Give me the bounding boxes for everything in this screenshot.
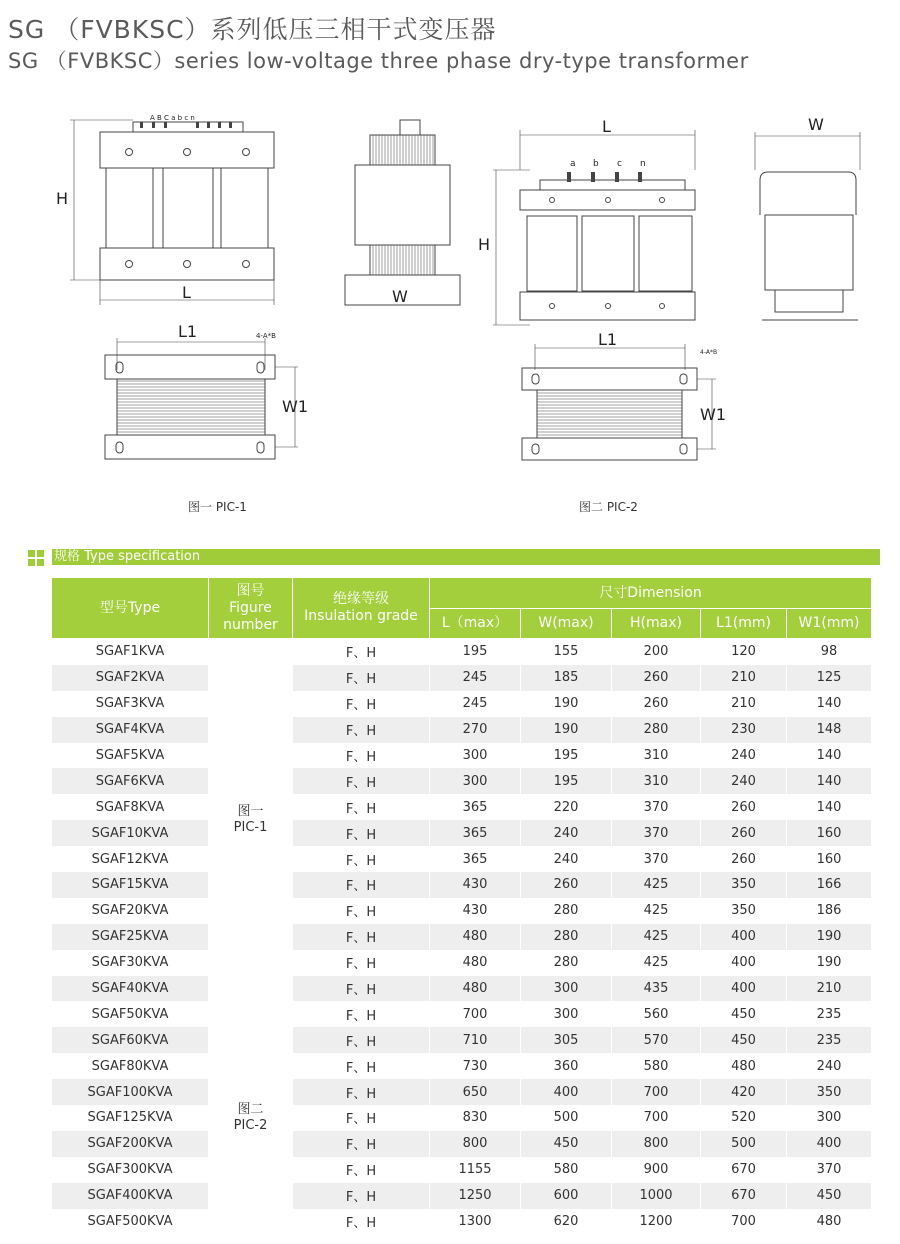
cell-w1: 240	[787, 1053, 872, 1079]
fig2-h-label: H	[478, 235, 491, 254]
cell-grade: F、H	[293, 1027, 430, 1053]
cell-l1: 230	[701, 717, 787, 743]
cell-w1: 235	[787, 1001, 872, 1027]
cell-type: SGAF20KVA	[52, 898, 209, 924]
section-title: 规格 Type specification	[54, 549, 201, 564]
page-title-en: SG （FVBKSC）series low-voltage three phase dry-type transformer	[8, 49, 749, 73]
header-l: L（max）	[430, 609, 521, 639]
cell-l: 300	[430, 768, 521, 794]
cell-type: SGAF80KVA	[52, 1053, 209, 1079]
cell-l1: 670	[701, 1157, 787, 1183]
cell-w1: 190	[787, 950, 872, 976]
cell-h: 200	[612, 639, 701, 665]
cell-h: 1000	[612, 1183, 701, 1209]
fig1-w1-label: W1	[282, 397, 308, 416]
cell-w1: 400	[787, 1131, 872, 1157]
cell-w: 600	[521, 1183, 612, 1209]
fig2-side-view	[755, 132, 860, 320]
cell-w: 280	[521, 898, 612, 924]
fig2-terminal-n: n	[640, 159, 646, 169]
cell-type: SGAF15KVA	[52, 872, 209, 898]
cell-grade: F、H	[293, 1105, 430, 1131]
cell-l: 365	[430, 820, 521, 846]
cell-w1: 210	[787, 976, 872, 1002]
cell-h: 425	[612, 924, 701, 950]
cell-h: 580	[612, 1053, 701, 1079]
cell-l: 700	[430, 1001, 521, 1027]
cell-type: SGAF30KVA	[52, 950, 209, 976]
page-title-cn: SG （FVBKSC）系列低压三相干式变压器	[8, 15, 497, 44]
cell-w: 305	[521, 1027, 612, 1053]
header-dimension: 尺寸Dimension	[430, 578, 872, 609]
figure-pic2-en: PIC-2	[233, 1117, 268, 1133]
cell-w1: 450	[787, 1183, 872, 1209]
cell-l1: 450	[701, 1027, 787, 1053]
fig2-holes-label: 4-A*B	[700, 349, 718, 356]
cell-w: 155	[521, 639, 612, 665]
cell-l1: 240	[701, 768, 787, 794]
cell-w: 220	[521, 794, 612, 820]
cell-l1: 520	[701, 1105, 787, 1131]
table-row	[52, 691, 872, 717]
cell-grade: F、H	[293, 976, 430, 1002]
table-row	[52, 1079, 872, 1105]
table-row	[52, 846, 872, 872]
header-figure-en: Figure number	[223, 599, 278, 633]
cell-l: 270	[430, 717, 521, 743]
cell-l1: 420	[701, 1079, 787, 1105]
header-h: H(max)	[612, 609, 701, 639]
cell-h: 435	[612, 976, 701, 1002]
fig1-top-view	[105, 338, 298, 459]
cell-type: SGAF125KVA	[52, 1105, 209, 1131]
cell-l: 730	[430, 1053, 521, 1079]
table-row	[52, 950, 872, 976]
cell-figure-pic1	[209, 639, 293, 1001]
cell-w: 280	[521, 924, 612, 950]
header-w: W(max)	[521, 609, 612, 639]
cell-type: SGAF1KVA	[52, 639, 209, 665]
fig1-holes-label: 4-A*B	[256, 332, 276, 340]
cell-h: 800	[612, 1131, 701, 1157]
cell-type: SGAF3KVA	[52, 691, 209, 717]
technical-drawings	[0, 80, 900, 520]
cell-w1: 98	[787, 639, 872, 665]
cell-type: SGAF40KVA	[52, 976, 209, 1002]
cell-grade: F、H	[293, 794, 430, 820]
fig2-l-label: L	[602, 117, 611, 136]
cell-l: 830	[430, 1105, 521, 1131]
cell-grade: F、H	[293, 846, 430, 872]
cell-l1: 450	[701, 1001, 787, 1027]
table-row	[52, 639, 872, 665]
spec-table-body	[52, 639, 872, 1234]
cell-w: 240	[521, 846, 612, 872]
table-row	[52, 924, 872, 950]
table-row	[52, 717, 872, 743]
cell-h: 260	[612, 665, 701, 691]
fig2-terminal-a: a	[570, 159, 576, 169]
cell-type: SGAF2KVA	[52, 665, 209, 691]
cell-w1: 300	[787, 1105, 872, 1131]
fig1-l1-label: L1	[178, 322, 198, 341]
fig2-terminal-b: b	[593, 159, 599, 169]
cell-w1: 370	[787, 1157, 872, 1183]
cell-l1: 240	[701, 743, 787, 769]
caption-pic1: 图一 PIC-1	[188, 500, 247, 514]
cell-l: 480	[430, 924, 521, 950]
cell-grade: F、H	[293, 717, 430, 743]
cell-grade: F、H	[293, 665, 430, 691]
table-row	[52, 1157, 872, 1183]
cell-grade: F、H	[293, 820, 430, 846]
cell-h: 370	[612, 794, 701, 820]
spec-table	[52, 578, 872, 1234]
cell-w1: 140	[787, 794, 872, 820]
cell-l1: 260	[701, 846, 787, 872]
cell-grade: F、H	[293, 768, 430, 794]
cell-l: 800	[430, 1131, 521, 1157]
cell-l1: 210	[701, 691, 787, 717]
table-row	[52, 743, 872, 769]
cell-grade: F、H	[293, 1209, 430, 1235]
cell-w1: 160	[787, 820, 872, 846]
cell-w1: 148	[787, 717, 872, 743]
cell-l: 480	[430, 950, 521, 976]
table-row	[52, 1001, 872, 1027]
section-grid-icon	[28, 550, 44, 566]
header-figure	[209, 578, 293, 639]
table-row	[52, 768, 872, 794]
fig2-w1-label: W1	[700, 405, 726, 424]
caption-pic2: 图二 PIC-2	[579, 500, 638, 514]
cell-l1: 260	[701, 794, 787, 820]
cell-w1: 140	[787, 743, 872, 769]
cell-w1: 350	[787, 1079, 872, 1105]
cell-l1: 350	[701, 872, 787, 898]
cell-grade: F、H	[293, 872, 430, 898]
cell-w: 360	[521, 1053, 612, 1079]
table-row	[52, 794, 872, 820]
fig1-w-label: W	[392, 287, 408, 306]
cell-w: 620	[521, 1209, 612, 1235]
cell-grade: F、H	[293, 743, 430, 769]
cell-type: SGAF4KVA	[52, 717, 209, 743]
cell-grade: F、H	[293, 691, 430, 717]
cell-w: 300	[521, 1001, 612, 1027]
cell-l: 365	[430, 794, 521, 820]
cell-w: 450	[521, 1131, 612, 1157]
figure-pic2-cn: 图二	[237, 1101, 264, 1117]
cell-l1: 350	[701, 898, 787, 924]
cell-l: 195	[430, 639, 521, 665]
cell-w: 195	[521, 768, 612, 794]
cell-h: 310	[612, 743, 701, 769]
cell-w1: 140	[787, 768, 872, 794]
cell-grade: F、H	[293, 1183, 430, 1209]
cell-w: 240	[521, 820, 612, 846]
cell-l1: 260	[701, 820, 787, 846]
cell-w1: 166	[787, 872, 872, 898]
cell-h: 570	[612, 1027, 701, 1053]
table-row	[52, 1209, 872, 1235]
cell-l: 1155	[430, 1157, 521, 1183]
header-figure-cn: 图号	[236, 582, 265, 599]
cell-l1: 500	[701, 1131, 787, 1157]
cell-l: 430	[430, 898, 521, 924]
cell-w: 580	[521, 1157, 612, 1183]
table-row	[52, 1183, 872, 1209]
table-row	[52, 872, 872, 898]
cell-grade: F、H	[293, 1131, 430, 1157]
cell-w: 300	[521, 976, 612, 1002]
cell-h: 280	[612, 717, 701, 743]
cell-type: SGAF100KVA	[52, 1079, 209, 1105]
fig2-l1-label: L1	[598, 330, 618, 349]
table-row	[52, 898, 872, 924]
cell-l: 710	[430, 1027, 521, 1053]
cell-h: 425	[612, 950, 701, 976]
header-l1: L1(mm)	[701, 609, 787, 639]
cell-w: 280	[521, 950, 612, 976]
fig1-l-label: L	[182, 283, 191, 302]
cell-type: SGAF12KVA	[52, 846, 209, 872]
fig1-front-view	[70, 120, 274, 305]
cell-w: 400	[521, 1079, 612, 1105]
cell-l: 365	[430, 846, 521, 872]
cell-w1: 235	[787, 1027, 872, 1053]
table-row	[52, 976, 872, 1002]
cell-l: 245	[430, 691, 521, 717]
fig2-w-label: W	[808, 115, 824, 134]
cell-type: SGAF50KVA	[52, 1001, 209, 1027]
fig2-top-view	[522, 344, 716, 460]
cell-l1: 670	[701, 1183, 787, 1209]
fig1-terminal-labels: A B C a b c n	[150, 114, 195, 122]
cell-w: 190	[521, 691, 612, 717]
cell-type: SGAF500KVA	[52, 1209, 209, 1235]
cell-w: 185	[521, 665, 612, 691]
table-row	[52, 665, 872, 691]
cell-type: SGAF300KVA	[52, 1157, 209, 1183]
cell-w: 500	[521, 1105, 612, 1131]
cell-w1: 140	[787, 691, 872, 717]
cell-grade: F、H	[293, 924, 430, 950]
cell-type: SGAF25KVA	[52, 924, 209, 950]
cell-h: 260	[612, 691, 701, 717]
cell-w1: 480	[787, 1209, 872, 1235]
cell-l1: 700	[701, 1209, 787, 1235]
cell-h: 900	[612, 1157, 701, 1183]
table-row	[52, 1105, 872, 1131]
table-row	[52, 820, 872, 846]
cell-type: SGAF10KVA	[52, 820, 209, 846]
cell-type: SGAF200KVA	[52, 1131, 209, 1157]
figure-pic1-en: PIC-1	[233, 820, 268, 836]
table-row	[52, 1053, 872, 1079]
cell-grade: F、H	[293, 898, 430, 924]
table-row	[52, 1131, 872, 1157]
fig2-terminal-c: c	[617, 159, 622, 169]
cell-l1: 400	[701, 950, 787, 976]
cell-w1: 190	[787, 924, 872, 950]
figure-pic1-cn: 图一	[237, 804, 264, 820]
cell-w1: 160	[787, 846, 872, 872]
cell-h: 425	[612, 872, 701, 898]
cell-grade: F、H	[293, 950, 430, 976]
cell-w1: 125	[787, 665, 872, 691]
fig1-h-label: H	[56, 189, 69, 208]
cell-h: 1200	[612, 1209, 701, 1235]
cell-l: 430	[430, 872, 521, 898]
cell-l: 1250	[430, 1183, 521, 1209]
cell-grade: F、H	[293, 1157, 430, 1183]
cell-figure-pic2	[209, 1001, 293, 1234]
cell-h: 370	[612, 820, 701, 846]
cell-w: 260	[521, 872, 612, 898]
cell-grade: F、H	[293, 639, 430, 665]
cell-l1: 210	[701, 665, 787, 691]
cell-type: SGAF60KVA	[52, 1027, 209, 1053]
cell-w: 190	[521, 717, 612, 743]
cell-type: SGAF400KVA	[52, 1183, 209, 1209]
cell-l1: 400	[701, 924, 787, 950]
cell-l: 300	[430, 743, 521, 769]
cell-grade: F、H	[293, 1053, 430, 1079]
cell-h: 425	[612, 898, 701, 924]
cell-h: 700	[612, 1105, 701, 1131]
cell-h: 700	[612, 1079, 701, 1105]
fig1-side-view	[345, 120, 460, 305]
cell-l: 480	[430, 976, 521, 1002]
header-type: 型号Type	[52, 578, 209, 639]
cell-w: 195	[521, 743, 612, 769]
table-row	[52, 1027, 872, 1053]
cell-type: SGAF6KVA	[52, 768, 209, 794]
cell-l: 1300	[430, 1209, 521, 1235]
cell-l1: 480	[701, 1053, 787, 1079]
cell-l: 650	[430, 1079, 521, 1105]
cell-grade: F、H	[293, 1079, 430, 1105]
header-w1: W1(mm)	[787, 609, 872, 639]
cell-l1: 120	[701, 639, 787, 665]
cell-w1: 186	[787, 898, 872, 924]
cell-type: SGAF8KVA	[52, 794, 209, 820]
cell-h: 310	[612, 768, 701, 794]
cell-type: SGAF5KVA	[52, 743, 209, 769]
cell-grade: F、H	[293, 1001, 430, 1027]
cell-l: 245	[430, 665, 521, 691]
header-insulation: 绝缘等级 Insulation grade	[293, 578, 430, 639]
cell-h: 370	[612, 846, 701, 872]
cell-h: 560	[612, 1001, 701, 1027]
cell-l1: 400	[701, 976, 787, 1002]
